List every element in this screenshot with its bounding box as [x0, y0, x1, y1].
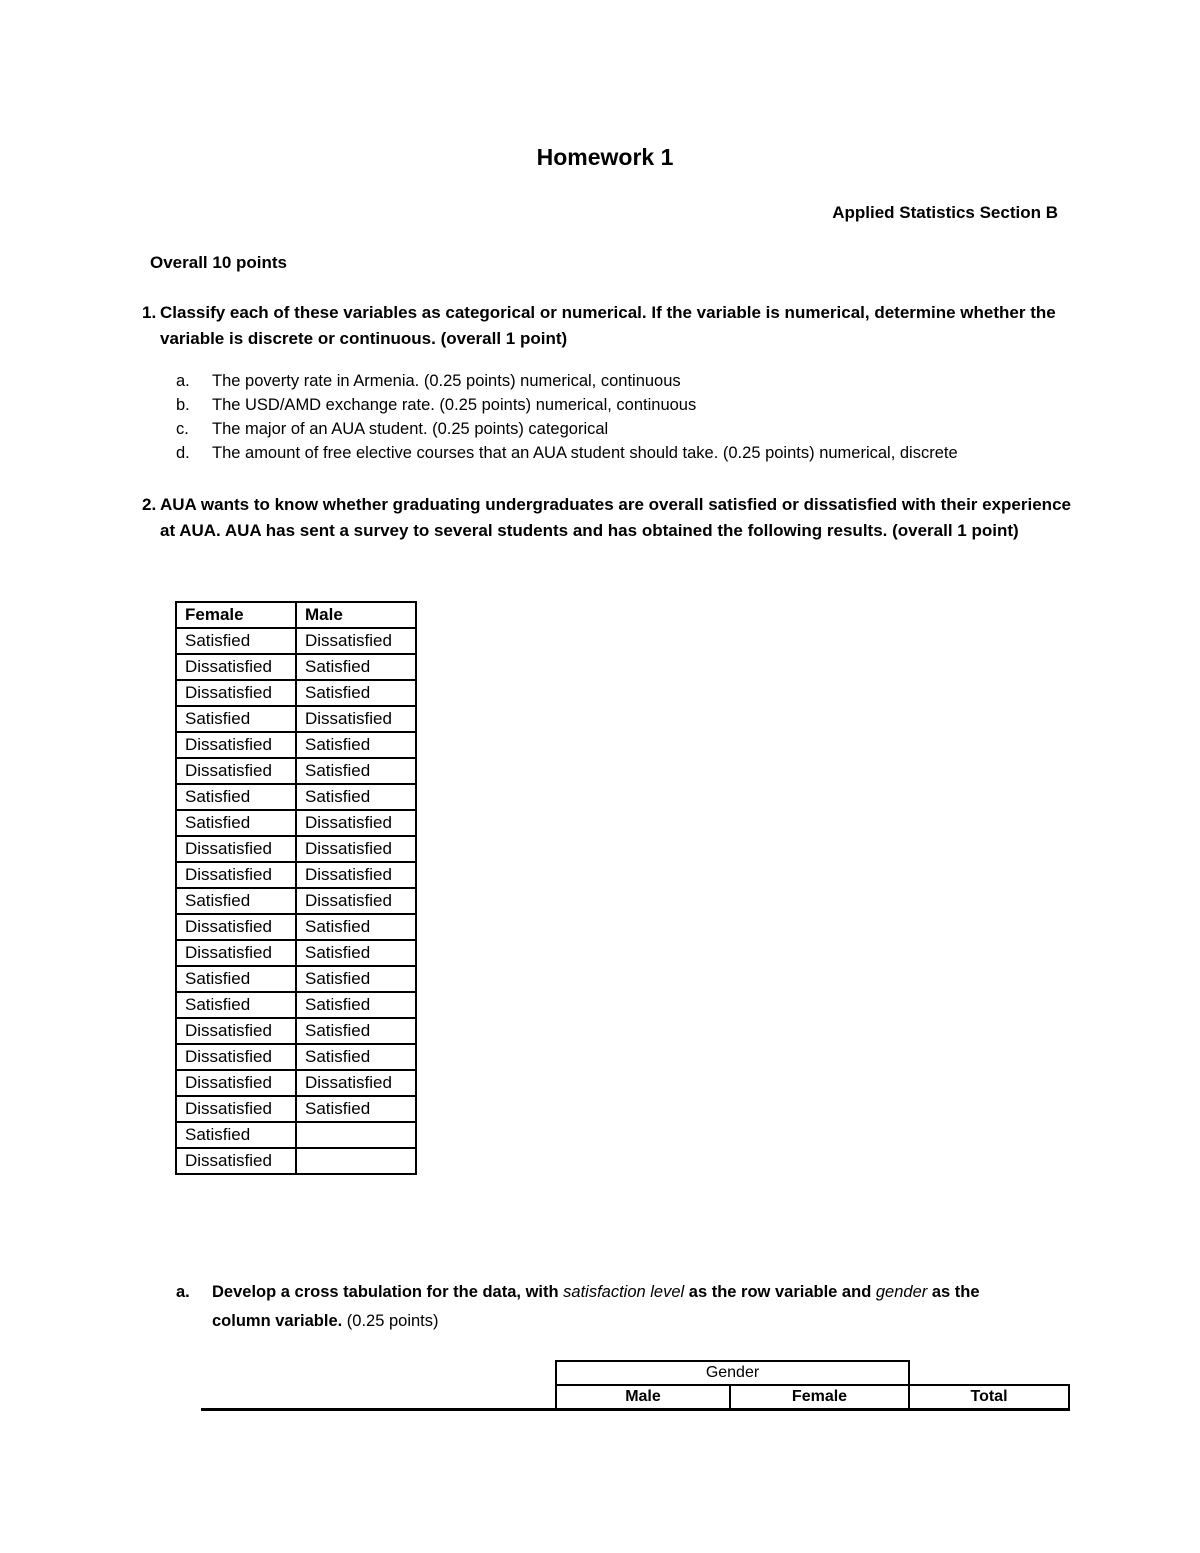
header-female: Female [176, 602, 296, 628]
female-cell: Satisfied [176, 810, 296, 836]
question-2a-letter: a. [176, 1283, 190, 1301]
male-cell: Dissatisfied [296, 888, 416, 914]
item-b-text: The USD/AMD exchange rate. (0.25 points) numerical, continuous [212, 396, 697, 414]
table-row [176, 1122, 416, 1148]
male-cell: Satisfied [296, 680, 416, 706]
item-c-text: The major of an AUA student. (0.25 points) categorical [212, 420, 609, 438]
male-cell: Satisfied [296, 1018, 416, 1044]
female-cell: Satisfied [176, 784, 296, 810]
q2a-text-part1: Develop a cross tabulation for the data, with [212, 1283, 564, 1301]
table-row [176, 784, 416, 810]
table-row [176, 914, 416, 940]
male-cell: Dissatisfied [296, 706, 416, 732]
male-cell: Satisfied [296, 940, 416, 966]
female-cell: Satisfied [176, 966, 296, 992]
q2a-points: (0.25 points) [346, 1312, 439, 1330]
crosstab-gender-header: Gender [555, 1360, 910, 1386]
question-2-text: AUA wants to know whether graduating undergraduates are overall satisfied or dissatisfied with their experience at AUA. AUA has sent a survey to several students and has obtained the following results. (overall 1 point) [160, 495, 1071, 540]
item-a-letter: a. [176, 372, 190, 390]
table-row [176, 1148, 416, 1174]
survey-table [175, 601, 417, 1175]
female-cell: Satisfied [176, 706, 296, 732]
crosstab-female-header: Female [729, 1384, 910, 1410]
table-row [176, 836, 416, 862]
q2a-text-part2: as the row variable and [684, 1283, 876, 1301]
female-cell: Dissatisfied [176, 914, 296, 940]
question-1-number: 1. [142, 303, 157, 322]
female-cell: Dissatisfied [176, 1096, 296, 1122]
table-row [176, 680, 416, 706]
female-cell: Satisfied [176, 992, 296, 1018]
table-row [176, 992, 416, 1018]
header-male: Male [296, 602, 416, 628]
male-cell: Dissatisfied [296, 1070, 416, 1096]
male-cell: Satisfied [296, 914, 416, 940]
female-cell: Dissatisfied [176, 1018, 296, 1044]
question-1 [142, 300, 1072, 352]
survey-table-header [176, 602, 416, 628]
table-row [176, 1044, 416, 1070]
item-c-letter: c. [176, 420, 189, 438]
table-row [176, 966, 416, 992]
male-cell: Dissatisfied [296, 862, 416, 888]
table-row [176, 654, 416, 680]
item-d-text: The amount of free elective courses that an AUA student should take. (0.25 points) numerical, discrete [212, 444, 958, 462]
male-cell: Satisfied [296, 654, 416, 680]
q2a-italic-satisfaction: satisfaction level [563, 1283, 685, 1301]
crosstab-total-header: Total [908, 1384, 1070, 1410]
page-title: Homework 1 [536, 144, 674, 170]
crosstab-rule [201, 1408, 1070, 1411]
table-row [176, 732, 416, 758]
question-2a-text [176, 1278, 1042, 1336]
male-cell: Satisfied [296, 784, 416, 810]
male-cell: Satisfied [296, 758, 416, 784]
male-cell: Dissatisfied [296, 836, 416, 862]
female-cell: Dissatisfied [176, 862, 296, 888]
male-cell [296, 1148, 416, 1174]
female-cell: Dissatisfied [176, 1070, 296, 1096]
female-cell: Dissatisfied [176, 940, 296, 966]
male-cell: Satisfied [296, 1044, 416, 1070]
table-row [176, 1070, 416, 1096]
q2a-italic-gender: gender [875, 1283, 928, 1301]
male-cell [296, 1122, 416, 1148]
female-cell: Dissatisfied [176, 732, 296, 758]
item-a-text: The poverty rate in Armenia. (0.25 points) numerical, continuous [212, 372, 681, 390]
male-cell: Dissatisfied [296, 810, 416, 836]
male-cell: Satisfied [296, 966, 416, 992]
female-cell: Dissatisfied [176, 680, 296, 706]
q2a-text-part3: as the column variable. [212, 1283, 980, 1330]
crosstab-male-header: Male [555, 1384, 731, 1410]
question-2-number: 2. [142, 495, 157, 514]
male-cell: Satisfied [296, 992, 416, 1018]
question-2a [176, 1278, 1042, 1336]
item-b-letter: b. [176, 396, 190, 414]
table-row [176, 888, 416, 914]
female-cell: Dissatisfied [176, 836, 296, 862]
table-row [176, 1018, 416, 1044]
table-row [176, 706, 416, 732]
table-row [176, 1096, 416, 1122]
female-cell: Dissatisfied [176, 758, 296, 784]
male-cell: Satisfied [296, 1096, 416, 1122]
female-cell: Dissatisfied [176, 1148, 296, 1174]
female-cell: Satisfied [176, 628, 296, 654]
table-row [176, 862, 416, 888]
table-row [176, 628, 416, 654]
question-1-text: Classify each of these variables as categorical or numerical. If the variable is numerical, determine whether the variable is discrete or continuous. (overall 1 point) [160, 303, 1056, 348]
overall-points: Overall 10 points [150, 253, 287, 272]
male-cell: Dissatisfied [296, 628, 416, 654]
female-cell: Satisfied [176, 1122, 296, 1148]
male-cell: Satisfied [296, 732, 416, 758]
table-row [176, 758, 416, 784]
course-subtitle: Applied Statistics Section B [832, 203, 1058, 222]
female-cell: Dissatisfied [176, 1044, 296, 1070]
female-cell: Dissatisfied [176, 654, 296, 680]
question-2 [142, 492, 1072, 544]
table-row [176, 940, 416, 966]
table-row [176, 810, 416, 836]
item-d-letter: d. [176, 444, 190, 462]
female-cell: Satisfied [176, 888, 296, 914]
